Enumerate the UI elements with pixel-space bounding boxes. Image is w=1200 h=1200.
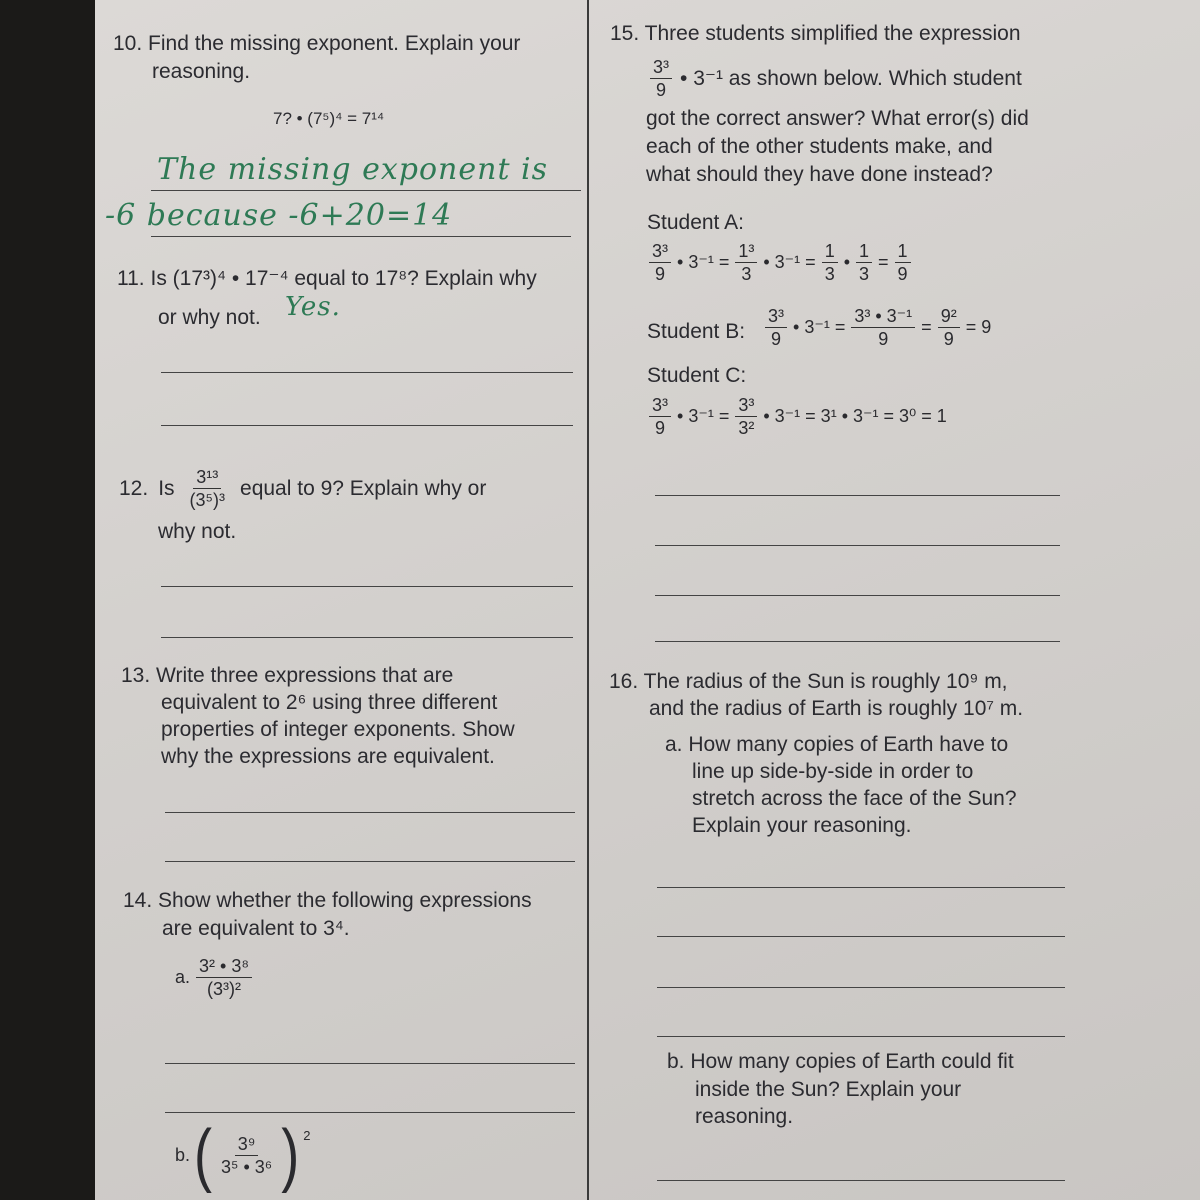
q16a-line3: stretch across the face of the Sun?	[692, 787, 1017, 810]
student-c-label: Student C:	[647, 364, 747, 387]
answer-line	[657, 887, 1065, 888]
q13-line3: properties of integer exponents. Show	[161, 718, 515, 741]
answer-line	[165, 1063, 575, 1064]
q10-handwritten-answer-1: The missing exponent is	[157, 152, 549, 187]
q13-line1: 13. Write three expressions that are	[121, 664, 454, 687]
q16b-line2: inside the Sun? Explain your	[695, 1078, 962, 1101]
answer-line	[161, 586, 573, 587]
q13-line2: equivalent to 2⁶ using three different	[161, 691, 498, 714]
q11-line1: 11. Is (17³)⁴ • 17⁻⁴ equal to 17⁸? Explain why	[117, 267, 537, 290]
answer-line	[655, 545, 1060, 546]
q16a-line2: line up side-by-side in order to	[692, 760, 974, 783]
q16b-line1: b. How many copies of Earth could fit	[667, 1050, 1014, 1073]
answer-line	[655, 641, 1060, 642]
q16-line1: 16. The radius of the Sun is roughly 10⁹ m,	[609, 670, 1008, 693]
answer-line	[165, 1112, 575, 1113]
student-b-label: Student B:	[647, 320, 746, 343]
answer-line	[151, 236, 571, 237]
answer-line	[657, 987, 1065, 988]
student-b-work: $\frac{\text{3³}}{9}$ • 3⁻¹ = $\frac{\text{3³ • 3⁻¹}}{9}$ = $\frac{\text{9²}}{9}$ = 9	[763, 305, 991, 350]
q16a-line4: Explain your reasoning.	[692, 814, 912, 837]
q15-line4: each of the other students make, and	[646, 135, 993, 158]
answer-line	[161, 637, 573, 638]
answer-line	[657, 936, 1065, 937]
worksheet-page	[95, 0, 1200, 1200]
q10-line2: reasoning.	[152, 60, 251, 83]
answer-line	[655, 595, 1060, 596]
q16-line2: and the radius of Earth is roughly 10⁷ m.	[649, 697, 1024, 720]
answer-line	[657, 1180, 1065, 1181]
student-c-work: $\frac{\text{3³}}{9}$ • 3⁻¹ = $\frac{\text{3³}}{\text{3²}}$ • 3⁻¹ = 3¹ • 3⁻¹ = 3⁰ = 1	[647, 394, 947, 439]
q12-fraction: $\frac{\text{3¹³}}{\text{(3⁵)³}}$	[189, 467, 226, 510]
q15-line3: got the correct answer? What error(s) did	[646, 107, 1029, 130]
column-divider	[587, 0, 589, 1200]
q15-line2: $\frac{\text{3³}}{9}$ • 3⁻¹ as shown below. Which student	[648, 56, 1022, 101]
answer-line	[655, 495, 1060, 496]
q11-handwritten-answer: Yes.	[285, 292, 341, 322]
answer-line	[165, 812, 575, 813]
q14-line1: 14. Show whether the following expressions	[123, 889, 532, 912]
q15-line5: what should they have done instead?	[646, 163, 993, 186]
student-a-work: $\frac{\text{3³}}{9}$ • 3⁻¹ = $\frac{\text{1³}}{3}$ • 3⁻¹ = $\frac{1}{3}$ • $\frac{1}{3}$ = $\frac{1}{9}$	[647, 240, 913, 285]
q10-line1: 10. Find the missing exponent. Explain your	[113, 32, 521, 55]
q10-handwritten-answer-2: -6 because -6+20=14	[105, 198, 453, 233]
q14-line2: are equivalent to 3⁴.	[162, 917, 350, 940]
q14-part-a: a. $\frac{\text{3² • 3⁸}}{\text{(3³)²}}$	[175, 955, 254, 1000]
q13-line4: why the expressions are equivalent.	[161, 745, 495, 768]
answer-line	[165, 861, 575, 862]
answer-line	[161, 372, 573, 373]
q15-line1: 15. Three students simplified the expression	[610, 22, 1021, 45]
q14-part-b: b. ( $\frac{\text{3⁹}}{\text{3⁵ • 3⁶}}$ ) 2	[175, 1116, 311, 1194]
student-a-label: Student A:	[647, 211, 744, 234]
q10-equation: 7? • (7⁵)⁴ = 7¹⁴	[273, 109, 385, 128]
q12-line1: 12. Is $\frac{\text{3¹³}}{\text{(3⁵)³}}$ equal to 9? Explain why or	[119, 467, 487, 510]
answer-line	[657, 1036, 1065, 1037]
q12-line2: why not.	[158, 520, 237, 543]
answer-line	[151, 190, 581, 191]
q16a-line1: a. How many copies of Earth have to	[665, 733, 1009, 756]
answer-line	[161, 425, 573, 426]
q16b-line3: reasoning.	[695, 1105, 794, 1128]
q11-line2: or why not.	[158, 306, 261, 329]
